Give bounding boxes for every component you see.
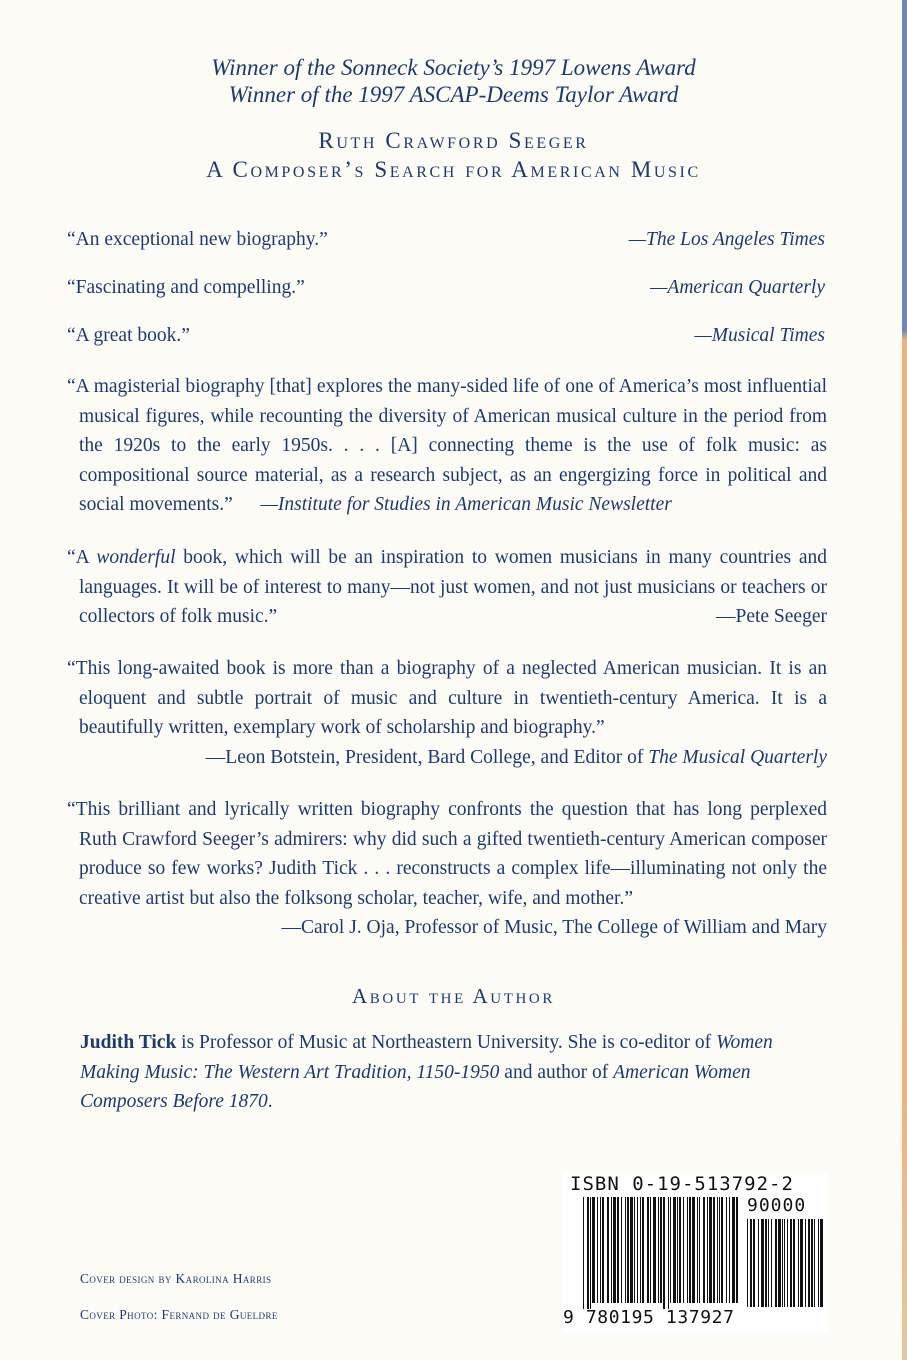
barcode-bar [719,1197,720,1303]
quote-source: —The Los Angeles Times [628,229,825,250]
barcode-addon-bar [778,1219,781,1307]
bio-text: and author of [499,1061,614,1083]
barcode-addon-bar [793,1219,795,1307]
bio-text: . [267,1091,273,1112]
barcode-bar [670,1197,671,1303]
bio-text: is Professor of Music at Northeastern University. She is co-editor of [176,1032,717,1053]
barcode-bar [587,1197,589,1309]
barcode-bar [613,1197,616,1303]
barcode-bar [617,1197,619,1303]
quote-text: “A magisterial biography [that] explores the many-sided life of one of America’s most influential musical figures, while recounting the diversity of American musical culture in the period from the 1920s to the early 1950s. . . . [A] connecting theme is the use of folk music: as compositional source material, as a research subject, as an engergizing force in political and social movements.” [67,376,827,515]
barcode-bar [732,1197,735,1303]
barcode-bar [583,1197,584,1309]
barcode-bar [597,1197,598,1303]
barcode-bar [699,1197,700,1303]
book-subtitle: A Composer’s Search for American Music [206,157,701,182]
barcode-bar [592,1197,595,1303]
barcode-bar [717,1197,718,1303]
barcode-addon-bar [771,1219,772,1307]
barcode-addon-bar [750,1219,752,1307]
barcode-bar [621,1197,622,1303]
book-title-block [0,126,907,184]
barcode-bar [677,1197,678,1303]
barcode-bar [668,1197,669,1309]
barcode-bar [600,1197,601,1303]
isbn-barcode [563,1173,828,1333]
barcode-bar [683,1197,684,1303]
book-title-1: Women Making Music: The Western Art Tradition, 1150-1950 [80,1032,773,1083]
barcode-bar [653,1197,656,1303]
barcode-addon-bar [790,1219,792,1307]
barcode-bar [630,1197,633,1303]
barcode-addon-bar [787,1219,788,1307]
barcode-bar [627,1197,629,1303]
isbn-text: ISBN 0-19-513792-2 [570,1173,794,1195]
awards-block [0,54,907,108]
barcode-addon-bar [753,1219,755,1307]
barcode-bar [602,1197,604,1303]
author-name: Judith Tick [80,1032,177,1053]
quote-source: —Carol J. Oja, Professor of Music, The College of William and Mary [281,917,827,938]
barcode-bar [625,1197,626,1303]
barcode-bar [590,1197,591,1309]
barcode-addon-bar [800,1219,803,1307]
barcode-bar [663,1197,665,1309]
quote-source: —Leon Botstein, President, Bard College, and Editor of [205,746,649,768]
barcode-bar [607,1197,609,1303]
cover-photo-credit: Cover Photo: Fernand de Gueldre [80,1307,278,1322]
quote-text: “This long-awaited book is more than a biography of a neglected American musician. It is an eloquent and subtle portrait of music and culture in twentieth-century America. It is a beautifully written, exemplary work of scholarship and biography.” [67,658,827,738]
barcode-bar [647,1197,649,1303]
barcode-bar [736,1197,738,1303]
quote-text: “A great book.” [67,325,190,346]
barcode-bar [673,1197,676,1303]
cover-edge-strip [902,0,907,1360]
barcode-addon-bar [765,1219,767,1307]
barcode-addon-bar [768,1219,769,1307]
barcode-bar [689,1197,691,1303]
barcode-bar [660,1197,662,1303]
barcode-addon-bar [775,1219,777,1307]
quote-isam [67,372,827,520]
quote-source: —Institute for Studies in American Music Newsletter [260,494,672,515]
barcode-bar [707,1197,708,1303]
book-title-2: American Women Composers Before 1870 [80,1061,751,1112]
book-title: Ruth Crawford Seeger [318,128,589,153]
quote-text: “A [67,547,97,568]
short-quote-1 [67,227,825,253]
barcode-bar [687,1197,688,1303]
quote-text: “An exceptional new biography.” [67,229,328,250]
quote-source: —Musical Times [694,325,825,346]
barcode-addon-bar [784,1219,785,1307]
quote-text: book, which will be an inspiration to women musicians in many countries and languages. It will be of interest to many—not just women, and not just musicians or teachers or collectors of folk music.” [79,547,827,627]
barcode-addon-bar [798,1219,799,1307]
barcode-addon-bar [782,1219,783,1307]
barcode-addon-bar [761,1219,764,1307]
barcode-bar [634,1197,635,1303]
author-bio [80,1028,828,1117]
cover-design-credit: Cover design by Karolina Harris [80,1271,272,1286]
barcode-addon-bar [808,1219,810,1307]
quote-emphasis: wonderful [96,547,176,568]
quote-source-journal: The Musical Quarterly [648,746,827,768]
barcode-bar [713,1197,715,1303]
barcode-addon-bar [811,1219,813,1307]
barcode-addon-bar [818,1219,819,1307]
barcode-bar [658,1197,659,1303]
award-line-2: Winner of the 1997 ASCAP-Deems Taylor Award [228,82,679,107]
short-quote-3 [67,323,825,349]
barcode-addon-bar [820,1219,823,1307]
quote-text: “This brilliant and lyrically written biography confronts the question that has long perplexed Ruth Crawford Seeger’s admirers: why did such a gifted twentieth-century American composer produce so few works? Judith Tick . . . reconstructs a complex life—illuminating not only the creative artist but also the folksong scholar, teacher, wife, and mother.” [67,799,827,909]
barcode-bar [703,1197,705,1303]
barcode-addon-bar [814,1219,815,1307]
barcode-bar [637,1197,638,1303]
barcode-bar [692,1197,695,1303]
barcode-bar [640,1197,641,1303]
barcode-bar [721,1197,723,1303]
quote-oja [67,795,827,943]
about-heading: About the Author [352,984,555,1008]
barcode-addon-bar [747,1219,748,1307]
barcode-addon-number: 90000 [747,1195,807,1216]
barcode-bar [642,1197,644,1303]
barcode-addon-bar [805,1219,806,1307]
barcode-bar [726,1197,727,1303]
award-line-1: Winner of the Sonneck Society’s 1997 Lowens Award [211,55,696,80]
barcode-addon-bar [758,1219,759,1307]
quote-source-line [79,743,827,773]
barcode-bar [611,1197,612,1303]
quote-source: —Pete Seeger [715,606,827,627]
barcode-ean-number: 9 780195 137927 [563,1307,735,1328]
barcode-bar [709,1197,712,1303]
barcode-bar [679,1197,681,1303]
quote-botstein [67,654,827,772]
quote-seeger [67,543,827,632]
barcode-bar [650,1197,651,1303]
short-quote-2 [67,275,825,301]
quote-text: “Fascinating and compelling.” [67,277,305,298]
barcode-bar [729,1197,730,1303]
barcode-bar [697,1197,698,1303]
quote-source: —American Quarterly [650,277,825,298]
